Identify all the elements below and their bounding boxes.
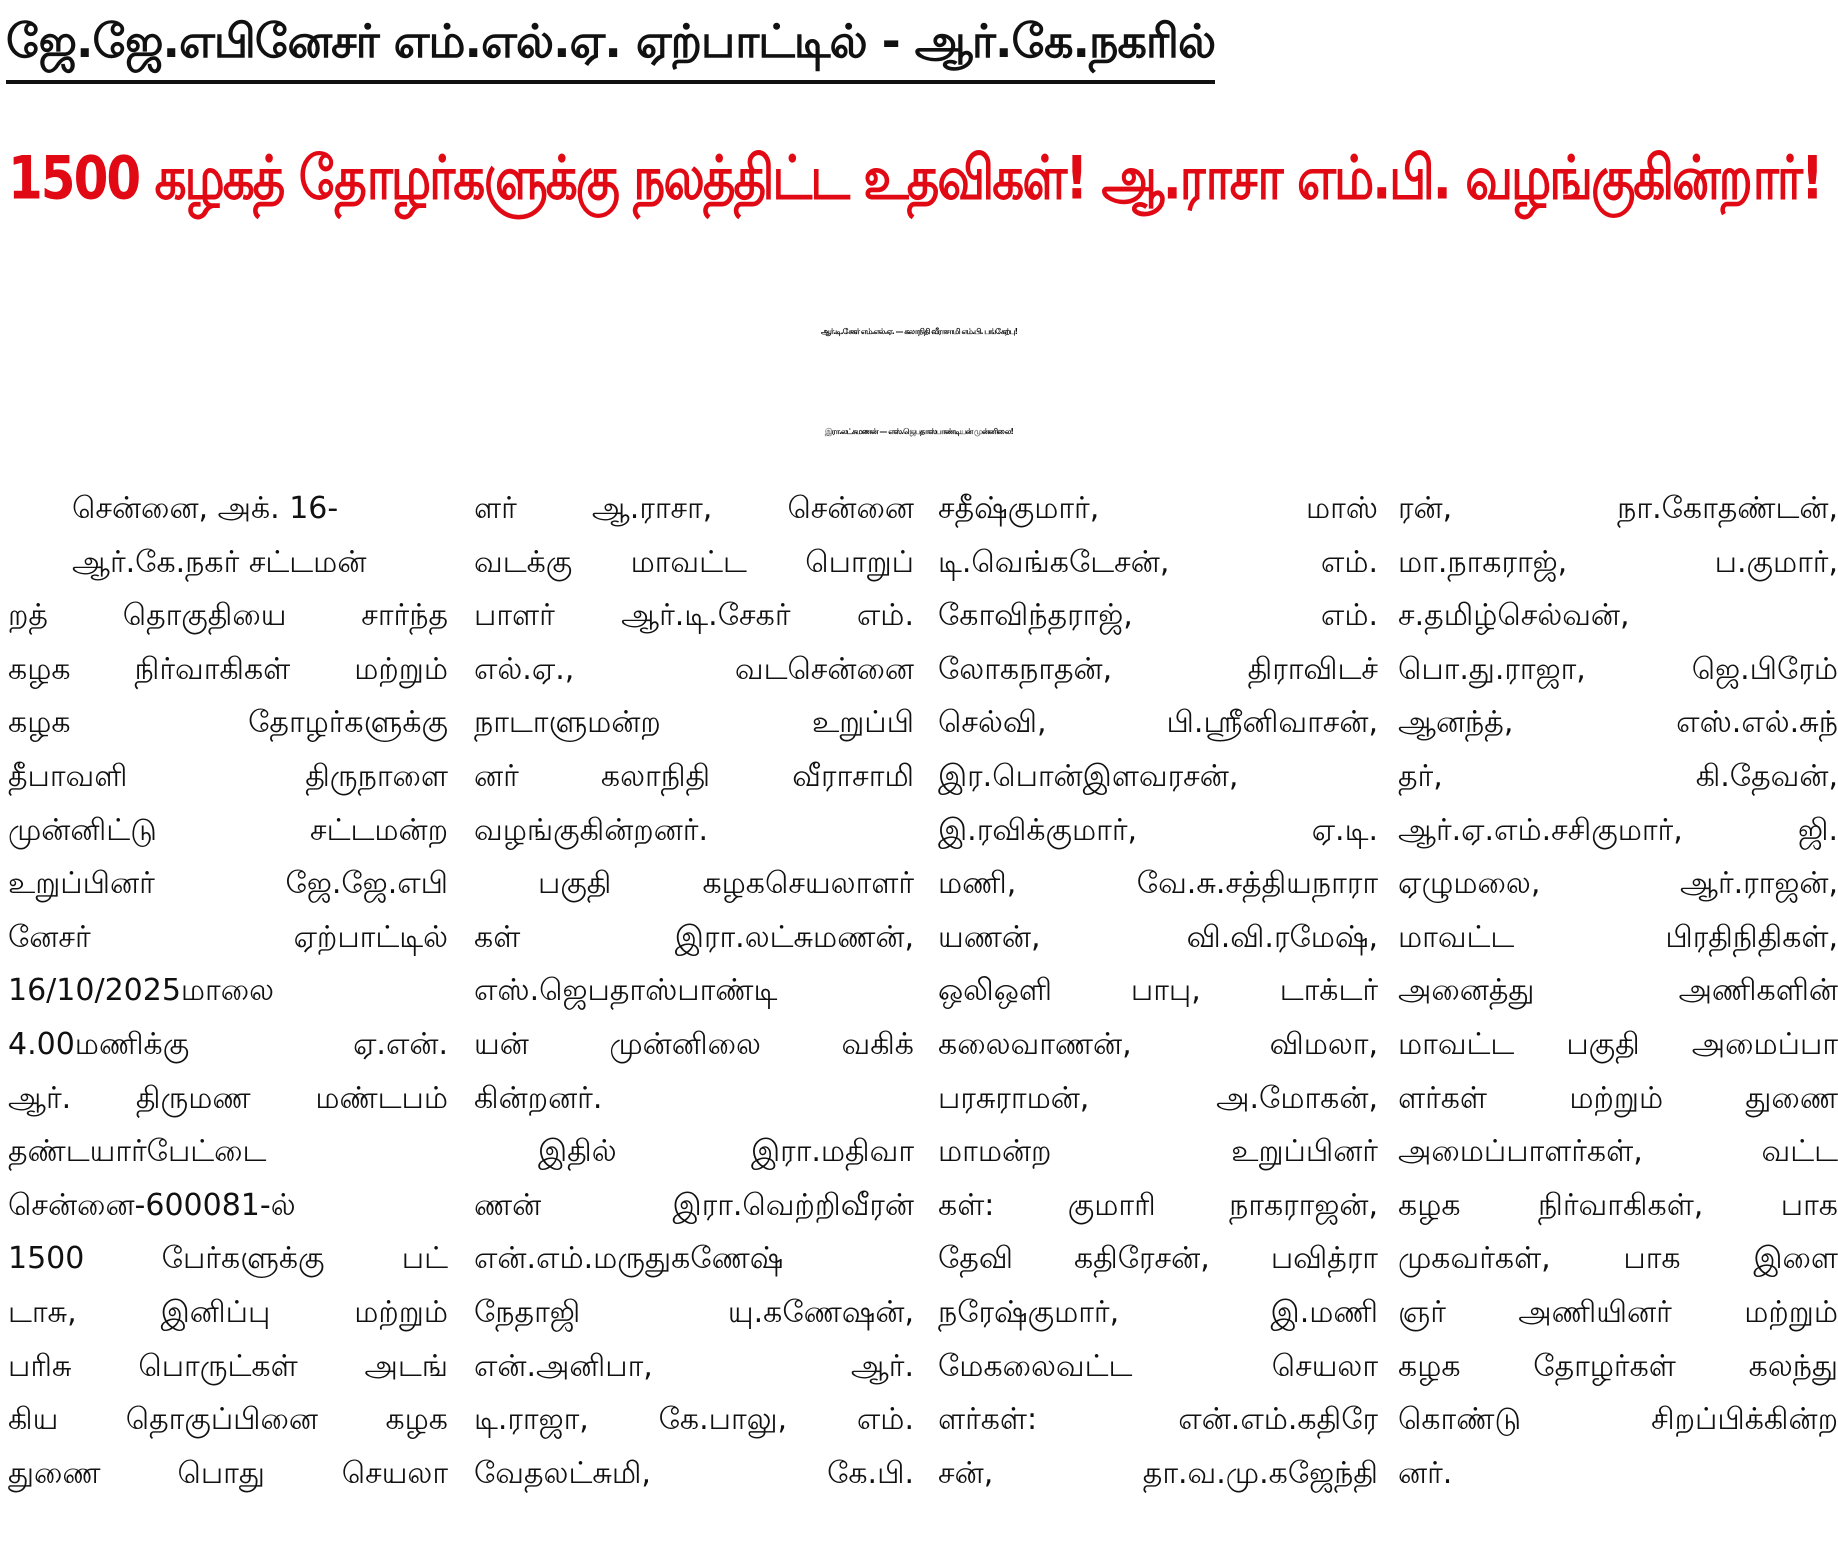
column-line: மாவட்ட பிரதிநிதிகள்,: [1398, 919, 1838, 955]
article-column-2: [474, 482, 914, 1500]
article-headline: 1500 கழகத் தோழர்களுக்கு நலத்திட்ட உதவிகள்! ஆ.ராசா எம்.பி. வழங்குகின்றார்!: [8, 143, 1822, 213]
column-line: பரசுராமன், அ.மோகன்,: [938, 1080, 1378, 1116]
column-line: தண்டயார்பேட்டை: [8, 1134, 267, 1170]
column-line: ஆர்.கே.நகர் சட்டமன்: [72, 544, 367, 580]
column-line: நேதாஜி யு.கணேஷன்,: [474, 1294, 914, 1330]
column-line: நாடாளுமன்ற உறுப்பி: [474, 705, 914, 741]
column-line: யன் முன்னிலை வகிக்: [474, 1026, 914, 1062]
column-line: உறுப்பினர் ஜே.ஜே.எபி: [8, 866, 448, 902]
column-line: இதில் இரா.மதிவா: [538, 1134, 914, 1170]
column-line: ரன், நா.கோதண்டன்,: [1398, 491, 1838, 526]
column-line: ளர்கள் மற்றும் துணை: [1398, 1080, 1838, 1116]
column-line: நரேஷ்குமார், இ.மணி: [938, 1294, 1378, 1330]
article-column-3: [938, 482, 1378, 1500]
column-line: கோவிந்தராஜ், எம்.: [938, 598, 1378, 634]
column-line: னர்.: [1398, 1455, 1453, 1491]
column-line: என்.எம்.மருதுகணேஷ்: [474, 1241, 784, 1277]
column-line: பாளர் ஆர்.டி.சேகர் எம்.: [474, 598, 914, 634]
column-line: சென்னை, அக். 16-: [72, 491, 339, 526]
column-line: அமைப்பாளர்கள், வட்ட: [1398, 1134, 1838, 1170]
column-line: முன்னிட்டு சட்டமன்ற: [8, 812, 448, 848]
column-line: எஸ்.ஜெபதாஸ்பாண்டி: [474, 973, 778, 1009]
column-line: டாசு, இனிப்பு மற்றும்: [8, 1294, 448, 1330]
column-line: முகவர்கள், பாக இளை: [1398, 1241, 1838, 1277]
column-line: அனைத்து அணிகளின்: [1398, 973, 1838, 1009]
column-line: கலைவாணன், விமலா,: [938, 1026, 1378, 1062]
column-line: தேவி கதிரேசன், பவித்ரா: [938, 1241, 1378, 1277]
article-subheadline-1: ஆர்.டி.சேகர் எம்.எல்.ஏ. — கலாநிதி வீராசாமி எம்.பி. பங்கேற்பு!: [820, 327, 1018, 336]
column-line: ஆர். திருமண மண்டபம்: [8, 1080, 448, 1116]
column-line: சன், தா.வ.மு.கஜேந்தி: [938, 1455, 1378, 1491]
column-line: கழக நிர்வாகிகள், பாக: [1398, 1187, 1838, 1223]
column-line: ஆர்.ஏ.எம்.சசிகுமார், ஜி.: [1398, 812, 1838, 848]
column-line: கிய தொகுப்பினை கழக: [8, 1402, 448, 1438]
column-line: னர் கலாநிதி வீராசாமி: [474, 758, 914, 794]
column-line: 1500 பேர்களுக்கு பட்: [8, 1241, 448, 1277]
column-line: டி.வெங்கடேசன், எம்.: [938, 544, 1378, 580]
column-line: தர், கி.தேவன்,: [1398, 758, 1838, 794]
column-line: வழங்குகின்றனர்.: [474, 812, 709, 848]
column-line: இ.ரவிக்குமார், ஏ.டி.: [938, 812, 1378, 848]
column-line: றத் தொகுதியை சார்ந்த: [8, 598, 448, 634]
column-line: கழக தோழர்களுக்கு: [8, 705, 448, 741]
column-line: 4.00மணிக்கு ஏ.என்.: [8, 1026, 448, 1062]
column-line: னேசர் ஏற்பாட்டில்: [8, 919, 448, 955]
column-line: ளர் ஆ.ராசா, சென்னை: [474, 491, 914, 526]
column-line: மா.நாகராஜ், ப.குமார்,: [1398, 544, 1838, 580]
column-line: கழக நிர்வாகிகள் மற்றும்: [8, 651, 448, 687]
column-line: இர.பொன்இளவரசன்,: [938, 758, 1239, 794]
article-subheadline-2: இரா.லட்சுமணன் — எஸ்.ஜெபதாஸ்பாண்டியன் முன்னிலை!: [824, 427, 1014, 436]
column-line: டி.ராஜா, கே.பாலு, எம்.: [474, 1402, 914, 1438]
article-column-1: [8, 482, 448, 1500]
column-line: பகுதி கழகசெயலாளர்: [538, 866, 914, 902]
column-line: மாமன்ற உறுப்பினர்: [938, 1134, 1378, 1170]
column-line: ளர்கள்: என்.எம்.கதிரே: [938, 1402, 1378, 1438]
column-line: ஞர் அணியினர் மற்றும்: [1398, 1294, 1838, 1330]
column-line: வேதலட்சுமி, கே.பி.: [474, 1455, 914, 1491]
column-line: கழக தோழர்கள் கலந்து: [1398, 1348, 1838, 1384]
column-line: ஏழுமலை, ஆர்.ராஜன்,: [1398, 866, 1838, 902]
column-line: ச.தமிழ்செல்வன்,: [1398, 598, 1630, 634]
column-line: மேகலைவட்ட செயலா: [938, 1348, 1378, 1384]
column-line: லோகநாதன், திராவிடச்: [938, 651, 1378, 687]
article-column-4: [1398, 482, 1838, 1500]
column-line: பரிசு பொருட்கள் அடங்: [8, 1348, 448, 1384]
column-line: ஆனந்த், எஸ்.எல்.சுந்: [1398, 705, 1838, 741]
column-line: எல்.ஏ., வடசென்னை: [474, 651, 914, 687]
column-line: தீபாவளி திருநாளை: [8, 758, 448, 794]
column-line: யணன், வி.வி.ரமேஷ்,: [938, 919, 1378, 955]
column-line: கள் இரா.லட்சுமணன்,: [474, 919, 914, 955]
column-line: கின்றனர்.: [474, 1080, 603, 1116]
column-line: சதீஷ்குமார், மாஸ்: [938, 491, 1378, 526]
article-kicker: ஜே.ஜே.எபினேசர் எம்.எல்.ஏ. ஏற்பாட்டில் - ஆர்.கே.நகரில்: [6, 6, 1215, 84]
column-line: என்.அனிபா, ஆர்.: [474, 1348, 914, 1384]
column-line: மாவட்ட பகுதி அமைப்பா: [1398, 1026, 1838, 1062]
column-line: பொ.து.ராஜா, ஜெ.பிரேம்: [1398, 651, 1838, 687]
column-line: வடக்கு மாவட்ட பொறுப்: [474, 544, 914, 580]
column-line: மணி, வே.சு.சத்தியநாரா: [938, 866, 1378, 902]
column-line: சென்னை-600081-ல்: [8, 1187, 296, 1223]
column-line: ஒலிஒளி பாபு, டாக்டர்: [938, 973, 1378, 1009]
column-line: செல்வி, பி.ஸ்ரீனிவாசன்,: [938, 705, 1378, 741]
column-line: 16/10/2025மாலை: [8, 973, 275, 1009]
column-line: கொண்டு சிறப்பிக்கின்ற: [1398, 1402, 1838, 1438]
column-line: ணன் இரா.வெற்றிவீரன்: [474, 1187, 914, 1223]
column-line: துணை பொது செயலா: [8, 1455, 448, 1491]
column-line: கள்: குமாரி நாகராஜன்,: [938, 1187, 1378, 1223]
